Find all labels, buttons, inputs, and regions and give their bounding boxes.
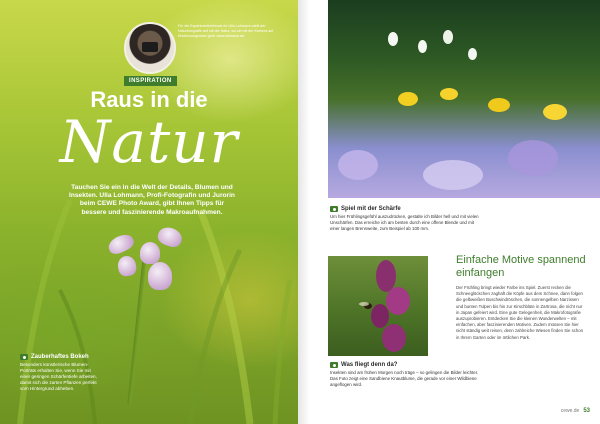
caption-bokeh — [20, 354, 102, 392]
caption-sharpness — [330, 206, 480, 231]
caption-text: Insekten sind am frühen Morgen noch träge – so gelingen die Bilder leichter. Das Foto zeigt eine Sandbiene Knautblume, die gerade vor einer Wildbiene angeflogen wird. — [330, 370, 479, 387]
snowdrop-blossom — [443, 30, 453, 44]
camera-icon — [20, 354, 28, 360]
aconite-blossom — [543, 104, 567, 120]
crocus-blossom — [508, 140, 558, 176]
bee-orchid-photo — [328, 256, 428, 356]
flower-petal — [148, 262, 172, 290]
page-number: 53 — [583, 408, 590, 414]
crocus-blossom — [338, 150, 378, 180]
body-text: Der Frühling bringt wieder Farbe ins Spiel. Zuerst recken die Schneeglöckchen zaghaft die Köpfe aus dem Schnee, dann folgen die gelbweißen Buschwindröschen, die sonnengelben Narzissen und bunten Tulpen bis hin zur Kirschblüte in Zartrosa, die nicht nur in Japan gefeiert wird. Eine gute Gelegenheit, die Makrofotografie auszuprobieren. Entdecken Sie die kleinen Wunderwelten – mit einfachen, aber faszinierenden Motiven. Zudem müssen Sie hier nicht ständig weit reisen, denn zahlreiche Wiesen finden Sie schon in Ihrem Garten oder im örtlichen Park. — [456, 285, 584, 340]
caption-text: Um hier Frühlingsgefühl auszudrücken, gestalte ich Bilder hell und mit vielen Unschärfen. Das erreiche ich am besten durch eine offene Blende und mit einer langen Brennweite, zum Beispiel ab 100 mm. — [330, 214, 479, 231]
headline-line-2: Natur — [59, 108, 239, 176]
aconite-blossom — [488, 98, 510, 112]
caption-title: Spiel mit der Schärfe — [341, 206, 401, 212]
flower-petal — [140, 242, 160, 264]
caption-bee — [330, 362, 480, 387]
section-heading: Einfache Motive spannend einfangen — [456, 254, 586, 279]
caption-text: Besonders künstlerische Blumen-Porträts erhalten Sie, wenn Sie mit einer geringen Schärfentiefe arbeiten, damit sich die zarten Pflanzen perfekt vom Hintergrund abheben. — [20, 362, 97, 391]
snowdrop-blossom — [468, 48, 477, 60]
camera-icon — [330, 206, 338, 212]
crocus-blossom — [423, 160, 483, 190]
caption-title: Zauberhaftes Bokeh — [31, 354, 89, 360]
headline-line-1: Raus in die — [90, 87, 208, 112]
camera-icon — [142, 42, 158, 52]
section-kicker: INSPIRATION — [124, 76, 177, 86]
snowdrop-blossom — [418, 40, 427, 53]
orchid-flowers — [328, 256, 428, 356]
aconite-blossom — [398, 92, 418, 106]
photographer-avatar — [124, 22, 176, 74]
camera-icon — [330, 362, 338, 368]
caption-title: Was fliegt denn da? — [341, 362, 398, 368]
lead-paragraph: Tauchen Sie ein in die Welt der Details, Blumen und Insekten. Ulla Lohmann, Profi-Fotografin und Jurorin beim CEWE Photo Award, gibt Ihnen Tipps für bessere und faszinierende Makroaufnahmen. — [69, 184, 235, 216]
snowdrop-blossom — [388, 32, 398, 46]
spring-flowers-photo — [328, 0, 600, 198]
photographer-bio: Für die Experimentierfreude ihr Ulla Lohmann zahlt der Naturfotografie auf mit der Natur, wo sie mit der Kamera auf Entdeckungsreise geht: www.lohmann.art — [178, 24, 274, 38]
aconite-blossom — [440, 88, 458, 100]
footer-site: cewe.de — [560, 408, 580, 414]
page-footer — [561, 408, 590, 414]
left-page-photo — [0, 0, 298, 424]
